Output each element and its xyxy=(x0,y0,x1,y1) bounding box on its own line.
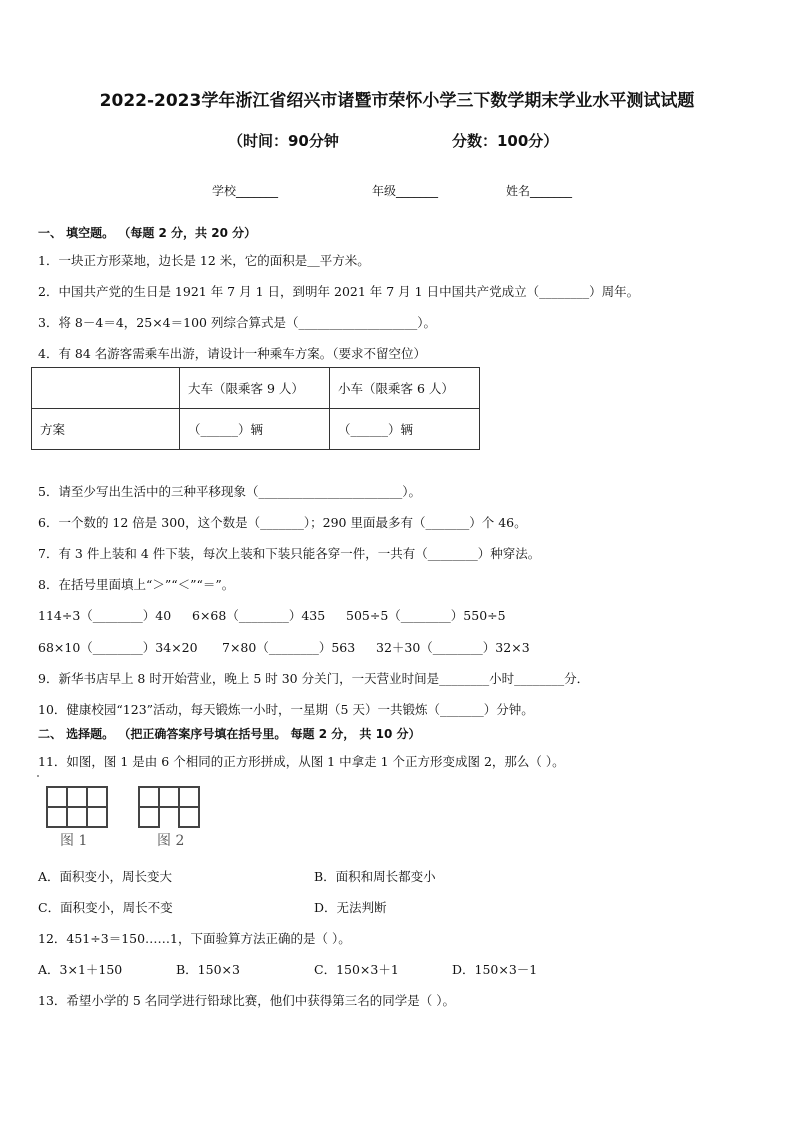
figure-2-grid xyxy=(138,786,200,828)
option-d[interactable]: D．150×3－1 xyxy=(452,962,538,977)
option-d[interactable]: D．无法判断 xyxy=(314,900,387,915)
option-a[interactable]: A．3×1＋150 xyxy=(38,962,123,977)
option-b[interactable]: B．面积和周长都变小 xyxy=(314,869,436,884)
question-1: 1．一块正方形菜地，边长是 12 米，它的面积是＿平方米。 xyxy=(38,253,370,268)
section-fill-blank: 一、 填空题。 （每题 2 分，共 20 分） xyxy=(38,226,257,240)
table-row xyxy=(32,409,480,450)
question-2: 2．中国共产党的生日是 1921 年 7 月 1 日，到明年 2021 年 7 月 1 日中国共产党成立（________）周年。 xyxy=(38,284,640,299)
table-header-cell: 大车（限乘客 9 人） xyxy=(180,368,330,409)
question-3: 3．将 8－4＝4，25×4＝100 列综合算式是（___________________）。 xyxy=(38,315,436,330)
table-header-cell: 小车（限乘客 6 人） xyxy=(330,368,480,409)
compare-item: 6×68（________）435 xyxy=(192,608,326,623)
table-cell[interactable]: （______）辆 xyxy=(180,409,330,450)
question-11: 11．如图，图 1 是由 6 个相同的正方形拼成，从图 1 中拿走 1 个正方形变成图 2，那么（ ）。 xyxy=(38,754,565,769)
plan-table xyxy=(31,367,480,450)
section-choice: 二、 选择题。 （把正确答案序号填在括号里。 每题 2 分， 共 10 分） xyxy=(38,727,421,741)
figure-1-caption: 图 1 xyxy=(60,833,88,849)
question-6: 6．一个数的 12 倍是 300，这个数是（_______）；290 里面最多有（_______）个 46。 xyxy=(38,515,527,530)
figure-2-caption: 图 2 xyxy=(157,833,185,849)
compare-item: 7×80（________）563 xyxy=(222,640,356,655)
question-4: 4．有 84 名游客需乘车出游，请设计一种乘车方案。（要求不留空位） xyxy=(38,346,427,361)
exam-score: 分数：100分） xyxy=(452,132,559,150)
question-12: 12．451÷3＝150……1，下面验算方法正确的是（ ）。 xyxy=(38,931,351,946)
option-c[interactable]: C．面积变小，周长不变 xyxy=(38,900,173,915)
question-8: 8．在括号里面填上“＞”“＜”“＝”。 xyxy=(38,577,235,592)
table-cell[interactable]: （______）辆 xyxy=(330,409,480,450)
stray-dot xyxy=(37,775,39,777)
question-13: 13．希望小学的 5 名同学进行铅球比赛，他们中获得第三名的同学是（ ）。 xyxy=(38,993,456,1008)
question-7: 7．有 3 件上装和 4 件下装，每次上装和下装只能各穿一件，一共有（________）种穿法。 xyxy=(38,546,541,561)
compare-item: 68×10（________）34×20 xyxy=(38,640,198,655)
page-title: 2022-2023学年浙江省绍兴市诸暨市荣怀小学三下数学期末学业水平测试试题 xyxy=(99,91,695,111)
compare-item: 114÷3（________）40 xyxy=(38,608,172,623)
figure-1-grid xyxy=(46,786,108,828)
table-header-row xyxy=(32,368,480,409)
name-field[interactable]: 姓名_______ xyxy=(506,184,573,198)
table-header-cell xyxy=(32,368,180,409)
option-a[interactable]: A．面积变小，周长变大 xyxy=(38,869,173,884)
question-10: 10．健康校园“123”活动，每天锻炼一小时，一星期（5 天）一共锻炼（_______）分钟。 xyxy=(38,702,534,717)
grade-field[interactable]: 年级_______ xyxy=(372,184,439,198)
question-5: 5．请至少写出生活中的三种平移现象（_______________________）。 xyxy=(38,484,421,499)
question-9: 9．新华书店早上 8 时开始营业，晚上 5 时 30 分关门，一天营业时间是________小时________分． xyxy=(38,671,590,686)
option-c[interactable]: C．150×3＋1 xyxy=(314,962,399,977)
compare-item: 32＋30（________）32×3 xyxy=(376,640,530,655)
exam-time: （时间：90分钟 xyxy=(228,132,339,150)
option-b[interactable]: B．150×3 xyxy=(176,962,240,977)
compare-item: 505÷5（________）550÷5 xyxy=(346,608,506,623)
school-field[interactable]: 学校_______ xyxy=(212,184,279,198)
table-cell: 方案 xyxy=(32,409,180,450)
